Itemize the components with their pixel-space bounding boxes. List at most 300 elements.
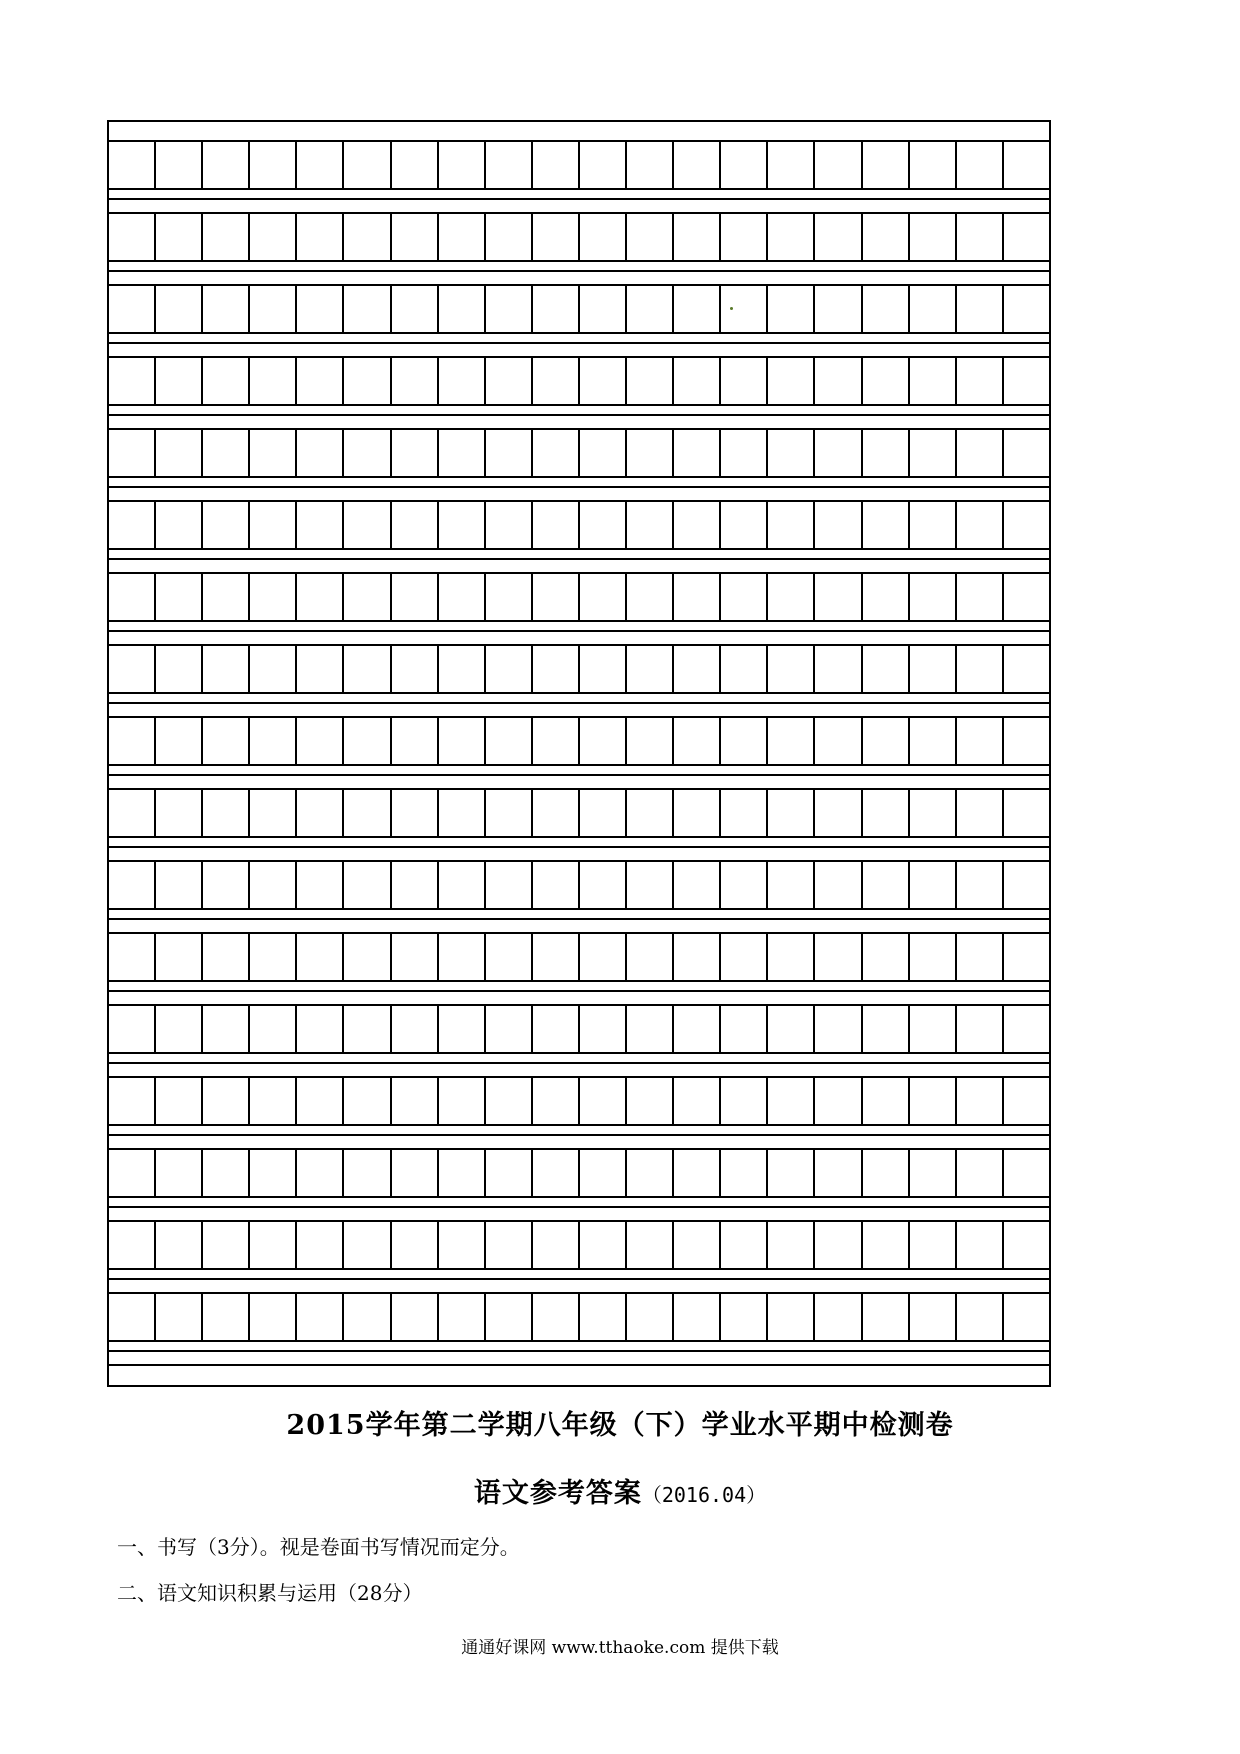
grid-cell: [719, 214, 766, 260]
grid-row: [109, 356, 1049, 406]
grid-cell: [861, 646, 908, 692]
grid-cell: [1002, 358, 1049, 404]
grid-cell: [342, 430, 389, 476]
grid-cell: [955, 1078, 1002, 1124]
grid-cell: [154, 790, 201, 836]
grid-cell: [295, 286, 342, 332]
row-separator: [109, 1350, 1049, 1352]
grid-cell: [248, 502, 295, 548]
grid-cell: [342, 646, 389, 692]
grid-cell: [109, 1006, 154, 1052]
grid-cell: [813, 934, 860, 980]
grid-cell: [578, 142, 625, 188]
grid-cell: [625, 502, 672, 548]
answer-item-knowledge: 二、语文知识积累与运用（28分）: [117, 1581, 423, 1605]
grid-cell: [437, 1294, 484, 1340]
grid-cell: [578, 358, 625, 404]
grid-cell: [248, 1006, 295, 1052]
grid-cell: [531, 934, 578, 980]
grid-cell: [625, 790, 672, 836]
grid-cell: [437, 1150, 484, 1196]
grid-cell: [625, 1150, 672, 1196]
grid-cell: [390, 1294, 437, 1340]
grid-cell: [861, 1078, 908, 1124]
grid-cell: [908, 790, 955, 836]
grid-cell: [672, 358, 719, 404]
grid-cell: [201, 718, 248, 764]
grid-cell: [390, 718, 437, 764]
grid-cell: [861, 1294, 908, 1340]
grid-cell: [625, 286, 672, 332]
grid-cell: [437, 430, 484, 476]
grid-cell: [154, 1150, 201, 1196]
grid-cell: [625, 1006, 672, 1052]
grid-cell: [672, 1006, 719, 1052]
grid-cell: [625, 1078, 672, 1124]
grid-cell: [578, 934, 625, 980]
grid-cell: [672, 934, 719, 980]
grid-cell: [766, 142, 813, 188]
row-separator: [109, 630, 1049, 632]
grid-cell: [908, 430, 955, 476]
grid-cell: [484, 1150, 531, 1196]
grid-cell: [766, 862, 813, 908]
grid-cell: [109, 646, 154, 692]
grid-cell: [248, 358, 295, 404]
grid-cell: [719, 646, 766, 692]
grid-cell: [1002, 862, 1049, 908]
grid-cell: [813, 790, 860, 836]
grid-cell: [484, 1222, 531, 1268]
grid-cell: [342, 862, 389, 908]
grid-cell: [625, 1294, 672, 1340]
grid-cell: [201, 1006, 248, 1052]
grid-cell: [813, 142, 860, 188]
grid-cell: [908, 1222, 955, 1268]
grid-cell: [672, 1294, 719, 1340]
grid-cell: [578, 502, 625, 548]
ink-speck: [730, 307, 733, 310]
grid-cell: [625, 718, 672, 764]
grid-cell: [248, 574, 295, 620]
grid-cell: [295, 934, 342, 980]
grid-cell: [295, 214, 342, 260]
grid-cell: [719, 790, 766, 836]
grid-cell: [295, 430, 342, 476]
grid-cell: [813, 1222, 860, 1268]
grid-cell: [154, 286, 201, 332]
grid-cell: [955, 862, 1002, 908]
grid-cell: [248, 430, 295, 476]
exam-title: 2015学年第二学期八年级（下）学业水平期中检测卷: [286, 1410, 954, 1441]
grid-cell: [437, 286, 484, 332]
grid-cell: [813, 1078, 860, 1124]
grid-cell: [295, 502, 342, 548]
grid-cell: [390, 1222, 437, 1268]
grid-cell: [154, 574, 201, 620]
grid-cell: [248, 1078, 295, 1124]
grid-cell: [390, 934, 437, 980]
grid-cell: [248, 862, 295, 908]
grid-cell: [1002, 430, 1049, 476]
grid-cell: [437, 862, 484, 908]
grid-cell: [578, 286, 625, 332]
grid-cell: [766, 1222, 813, 1268]
grid-cell: [484, 1078, 531, 1124]
grid-cell: [248, 1294, 295, 1340]
grid-cell: [625, 862, 672, 908]
grid-cell: [861, 790, 908, 836]
grid-cell: [719, 1150, 766, 1196]
answer-item-writing: 一、书写（3分）。视是卷面书写情况而定分。: [117, 1535, 520, 1559]
grid-cell: [201, 1222, 248, 1268]
grid-cell: [531, 646, 578, 692]
grid-cell: [342, 358, 389, 404]
grid-cell: [154, 430, 201, 476]
grid-cell: [484, 862, 531, 908]
grid-cell: [295, 718, 342, 764]
grid-cell: [531, 358, 578, 404]
grid-cell: [578, 1222, 625, 1268]
grid-cell: [437, 502, 484, 548]
row-separator: [109, 918, 1049, 920]
grid-cell: [955, 934, 1002, 980]
grid-row: [109, 500, 1049, 550]
grid-cell: [484, 142, 531, 188]
grid-cell: [719, 1078, 766, 1124]
grid-cell: [201, 646, 248, 692]
grid-cell: [295, 1006, 342, 1052]
grid-cell: [578, 1150, 625, 1196]
grid-cell: [109, 574, 154, 620]
grid-cell: [719, 574, 766, 620]
answer-key-date: （2016.04）: [641, 1483, 767, 1507]
grid-cell: [437, 934, 484, 980]
grid-cell: [201, 790, 248, 836]
grid-cell: [484, 1006, 531, 1052]
grid-cell: [390, 286, 437, 332]
grid-cell: [766, 214, 813, 260]
grid-cell: [295, 1294, 342, 1340]
grid-cell: [531, 1294, 578, 1340]
grid-cell: [908, 1294, 955, 1340]
grid-cell: [908, 1006, 955, 1052]
grid-cell: [342, 574, 389, 620]
grid-cell: [1002, 214, 1049, 260]
grid-cell: [672, 790, 719, 836]
grid-cell: [625, 430, 672, 476]
grid-cell: [578, 718, 625, 764]
grid-cell: [295, 358, 342, 404]
grid-cell: [437, 574, 484, 620]
grid-cell: [342, 142, 389, 188]
grid-cell: [109, 214, 154, 260]
grid-cell: [625, 574, 672, 620]
grid-cell: [201, 358, 248, 404]
grid-cell: [578, 214, 625, 260]
grid-cell: [154, 1222, 201, 1268]
grid-cell: [531, 1078, 578, 1124]
grid-row: [109, 212, 1049, 262]
grid-cell: [908, 358, 955, 404]
grid-cell: [861, 430, 908, 476]
grid-cell: [813, 1006, 860, 1052]
grid-row: [109, 644, 1049, 694]
grid-cell: [201, 502, 248, 548]
grid-cell: [908, 1150, 955, 1196]
grid-cell: [1002, 718, 1049, 764]
grid-cell: [672, 1222, 719, 1268]
grid-row: [109, 1004, 1049, 1054]
grid-cell: [342, 934, 389, 980]
grid-cell: [908, 574, 955, 620]
grid-row: [109, 1220, 1049, 1270]
grid-cell: [295, 142, 342, 188]
grid-cell: [531, 142, 578, 188]
grid-row: [109, 716, 1049, 766]
grid-cell: [342, 286, 389, 332]
grid-cell: [813, 718, 860, 764]
grid-cell: [248, 286, 295, 332]
grid-row: [109, 788, 1049, 838]
grid-cell: [813, 574, 860, 620]
row-separator: [109, 1206, 1049, 1208]
grid-cell: [719, 358, 766, 404]
grid-cell: [813, 862, 860, 908]
grid-cell: [390, 646, 437, 692]
grid-cell: [437, 358, 484, 404]
grid-cell: [342, 1222, 389, 1268]
grid-cell: [484, 1294, 531, 1340]
grid-cell: [625, 358, 672, 404]
answer-key-heading: [0, 1471, 1240, 1510]
grid-cell: [908, 718, 955, 764]
grid-row: [109, 860, 1049, 910]
grid-cell: [578, 646, 625, 692]
grid-cell: [766, 1078, 813, 1124]
grid-cell: [861, 934, 908, 980]
grid-cell: [295, 1078, 342, 1124]
answer-key-subtitle: 语文参考答案: [473, 1478, 642, 1509]
grid-cell: [531, 430, 578, 476]
grid-cell: [766, 646, 813, 692]
grid-cell: [531, 1222, 578, 1268]
grid-cell: [484, 934, 531, 980]
grid-cell: [861, 286, 908, 332]
grid-cell: [955, 1150, 1002, 1196]
grid-cell: [813, 646, 860, 692]
grid-cell: [531, 862, 578, 908]
grid-cell: [154, 646, 201, 692]
grid-cell: [109, 862, 154, 908]
grid-cell: [719, 430, 766, 476]
grid-cell: [908, 934, 955, 980]
grid-cell: [484, 430, 531, 476]
grid-cell: [955, 1222, 1002, 1268]
grid-cell: [766, 718, 813, 764]
grid-cell: [578, 1078, 625, 1124]
row-separator: [109, 1278, 1049, 1280]
grid-cell: [201, 214, 248, 260]
grid-cell: [578, 862, 625, 908]
grid-cell: [531, 1150, 578, 1196]
grid-row: [109, 1076, 1049, 1126]
grid-row: [109, 284, 1049, 334]
grid-cell: [861, 574, 908, 620]
grid-cell: [484, 502, 531, 548]
grid-cell: [295, 574, 342, 620]
grid-cell: [672, 286, 719, 332]
grid-cell: [342, 214, 389, 260]
grid-cell: [342, 718, 389, 764]
grid-cell: [955, 1294, 1002, 1340]
grid-cell: [154, 1294, 201, 1340]
grid-cell: [908, 214, 955, 260]
grid-cell: [1002, 1150, 1049, 1196]
grid-cell: [1002, 790, 1049, 836]
grid-cell: [248, 1222, 295, 1268]
row-separator: [109, 1134, 1049, 1136]
grid-cell: [672, 646, 719, 692]
grid-cell: [109, 718, 154, 764]
grid-cell: [719, 142, 766, 188]
grid-cell: [531, 286, 578, 332]
grid-cell: [390, 1150, 437, 1196]
grid-cell: [342, 1294, 389, 1340]
grid-cell: [955, 574, 1002, 620]
grid-cell: [295, 862, 342, 908]
grid-cell: [342, 1150, 389, 1196]
grid-cell: [908, 286, 955, 332]
grid-cell: [813, 502, 860, 548]
grid-cell: [672, 1150, 719, 1196]
grid-cell: [955, 502, 1002, 548]
grid-cell: [861, 214, 908, 260]
grid-cell: [578, 790, 625, 836]
grid-cell: [719, 502, 766, 548]
grid-cell: [201, 430, 248, 476]
grid-cell: [625, 142, 672, 188]
grid-cell: [766, 286, 813, 332]
grid-cell: [1002, 934, 1049, 980]
grid-cell: [766, 790, 813, 836]
grid-cell: [484, 790, 531, 836]
row-separator: [109, 702, 1049, 704]
grid-cell: [390, 1006, 437, 1052]
grid-cell: [154, 358, 201, 404]
grid-cell: [672, 502, 719, 548]
grid-cell: [154, 718, 201, 764]
grid-cell: [201, 1078, 248, 1124]
grid-cell: [1002, 286, 1049, 332]
grid-cell: [531, 502, 578, 548]
row-separator: [109, 486, 1049, 488]
grid-cell: [531, 574, 578, 620]
grid-cell: [578, 430, 625, 476]
grid-cell: [295, 790, 342, 836]
grid-cell: [109, 1150, 154, 1196]
grid-cell: [390, 358, 437, 404]
grid-cell: [248, 646, 295, 692]
grid-cell: [1002, 1294, 1049, 1340]
grid-cell: [437, 142, 484, 188]
grid-row: [109, 1292, 1049, 1342]
grid-cell: [109, 790, 154, 836]
grid-cell: [955, 1006, 1002, 1052]
grid-cell: [955, 142, 1002, 188]
grid-cell: [109, 1078, 154, 1124]
grid-cell: [955, 718, 1002, 764]
grid-row: [109, 140, 1049, 190]
grid-cell: [672, 1078, 719, 1124]
grid-cell: [813, 1150, 860, 1196]
grid-cell: [154, 1078, 201, 1124]
grid-cell: [342, 1078, 389, 1124]
row-separator: [109, 558, 1049, 560]
grid-cell: [390, 790, 437, 836]
grid-cell: [625, 934, 672, 980]
page-footer: 通通好课网 www.tthaoke.com 提供下载: [461, 1638, 779, 1658]
row-separator: [109, 414, 1049, 416]
grid-cell: [719, 286, 766, 332]
grid-cell: [484, 358, 531, 404]
grid-row: [109, 572, 1049, 622]
grid-cell: [766, 1150, 813, 1196]
grid-cell: [484, 718, 531, 764]
grid-cell: [719, 1294, 766, 1340]
grid-cell: [672, 142, 719, 188]
grid-cell: [437, 790, 484, 836]
grid-cell: [437, 1222, 484, 1268]
grid-cell: [578, 1006, 625, 1052]
grid-cell: [390, 502, 437, 548]
grid-cell: [109, 430, 154, 476]
grid-cell: [1002, 1222, 1049, 1268]
grid-cell: [719, 862, 766, 908]
grid-cell: [248, 214, 295, 260]
grid-cell: [813, 286, 860, 332]
grid-cell: [908, 502, 955, 548]
grid-cell: [531, 790, 578, 836]
composition-grid: [107, 120, 1051, 1387]
grid-cell: [672, 718, 719, 764]
row-separator: [109, 270, 1049, 272]
grid-row: [109, 1148, 1049, 1198]
grid-cell: [1002, 574, 1049, 620]
grid-cell: [342, 1006, 389, 1052]
row-separator: [109, 1062, 1049, 1064]
grid-cell: [248, 718, 295, 764]
grid-cell: [719, 934, 766, 980]
grid-cell: [955, 430, 1002, 476]
grid-cell: [201, 286, 248, 332]
grid-cell: [625, 214, 672, 260]
grid-cell: [201, 862, 248, 908]
grid-cell: [109, 934, 154, 980]
grid-cell: [861, 1006, 908, 1052]
grid-cell: [342, 502, 389, 548]
grid-cell: [201, 934, 248, 980]
grid-cell: [861, 358, 908, 404]
grid-cell: [861, 142, 908, 188]
grid-cell: [766, 1006, 813, 1052]
row-separator: [109, 198, 1049, 200]
grid-cell: [201, 574, 248, 620]
grid-cell: [531, 718, 578, 764]
grid-cell: [625, 1222, 672, 1268]
grid-cell: [248, 790, 295, 836]
grid-cell: [531, 1006, 578, 1052]
